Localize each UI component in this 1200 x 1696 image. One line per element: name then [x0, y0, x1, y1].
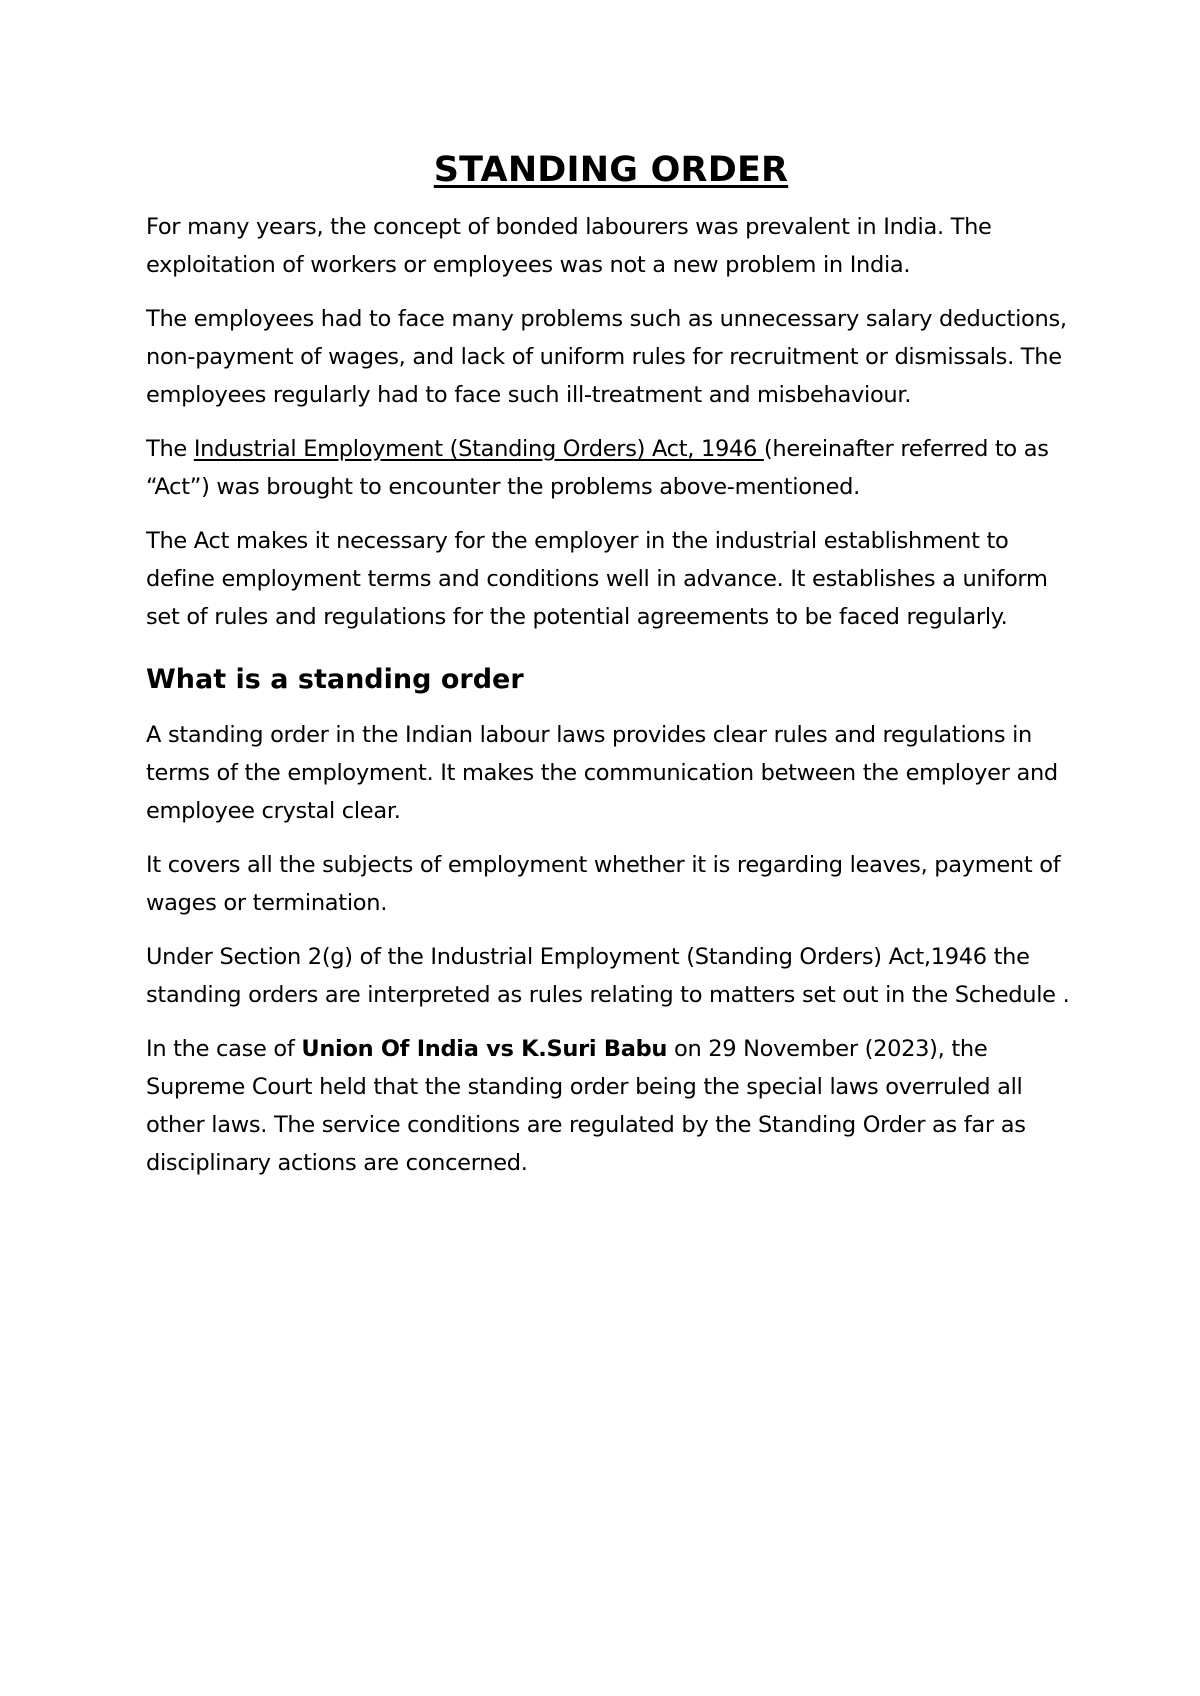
- case-paragraph-suffix: on 29 November (2023), the Supreme Court held that the standing order being the special laws overruled all other laws. The service conditions are regulated by the Standing Order as far as disciplinary actions are concerned.: [146, 1036, 1026, 1176]
- definition-paragraph: A standing order in the Indian labour laws provides clear rules and regulations in terms of the employment. It makes the communication between the employer and employee crystal clear.: [146, 722, 1058, 824]
- case-paragraph: [146, 1030, 1076, 1182]
- act-link[interactable]: Industrial Employment (Standing Orders) Act, 1946: [193, 436, 764, 462]
- section-heading: What is a standing order: [146, 664, 524, 695]
- act-purpose-paragraph: The Act makes it necessary for the employer in the industrial establishment to define employment terms and conditions well in advance. It establishes a uniform set of rules and regulations for the potential agreements to be faced regularly.: [146, 528, 1048, 630]
- act-paragraph-suffix: (hereinafter referred to as “Act”) was brought to encounter the problems above-mentioned.: [146, 436, 1049, 500]
- section-2g-paragraph: Under Section 2(g) of the Industrial Employment (Standing Orders) Act,1946 the standing orders are interpreted as rules relating to matters set out in the Schedule .: [146, 944, 1070, 1008]
- case-paragraph-prefix: In the case of: [146, 1036, 302, 1062]
- act-paragraph-prefix: The: [146, 436, 194, 462]
- document-title: STANDING ORDER: [433, 150, 789, 190]
- problems-paragraph: The employees had to face many problems such as unnecessary salary deductions, non-payment of wages, and lack of uniform rules for recruitment or dismissals. The employees regularly had to face such ill-treatment and misbehaviour.: [146, 306, 1067, 408]
- document-content: [146, 150, 1076, 1198]
- act-paragraph: [146, 430, 1076, 506]
- case-name: Union Of India vs K.Suri Babu: [301, 1036, 668, 1062]
- coverage-paragraph: It covers all the subjects of employment whether it is regarding leaves, payment of wages or termination.: [146, 852, 1061, 916]
- intro-paragraph: For many years, the concept of bonded labourers was prevalent in India. The exploitation of workers or employees was not a new problem in India.: [146, 214, 992, 278]
